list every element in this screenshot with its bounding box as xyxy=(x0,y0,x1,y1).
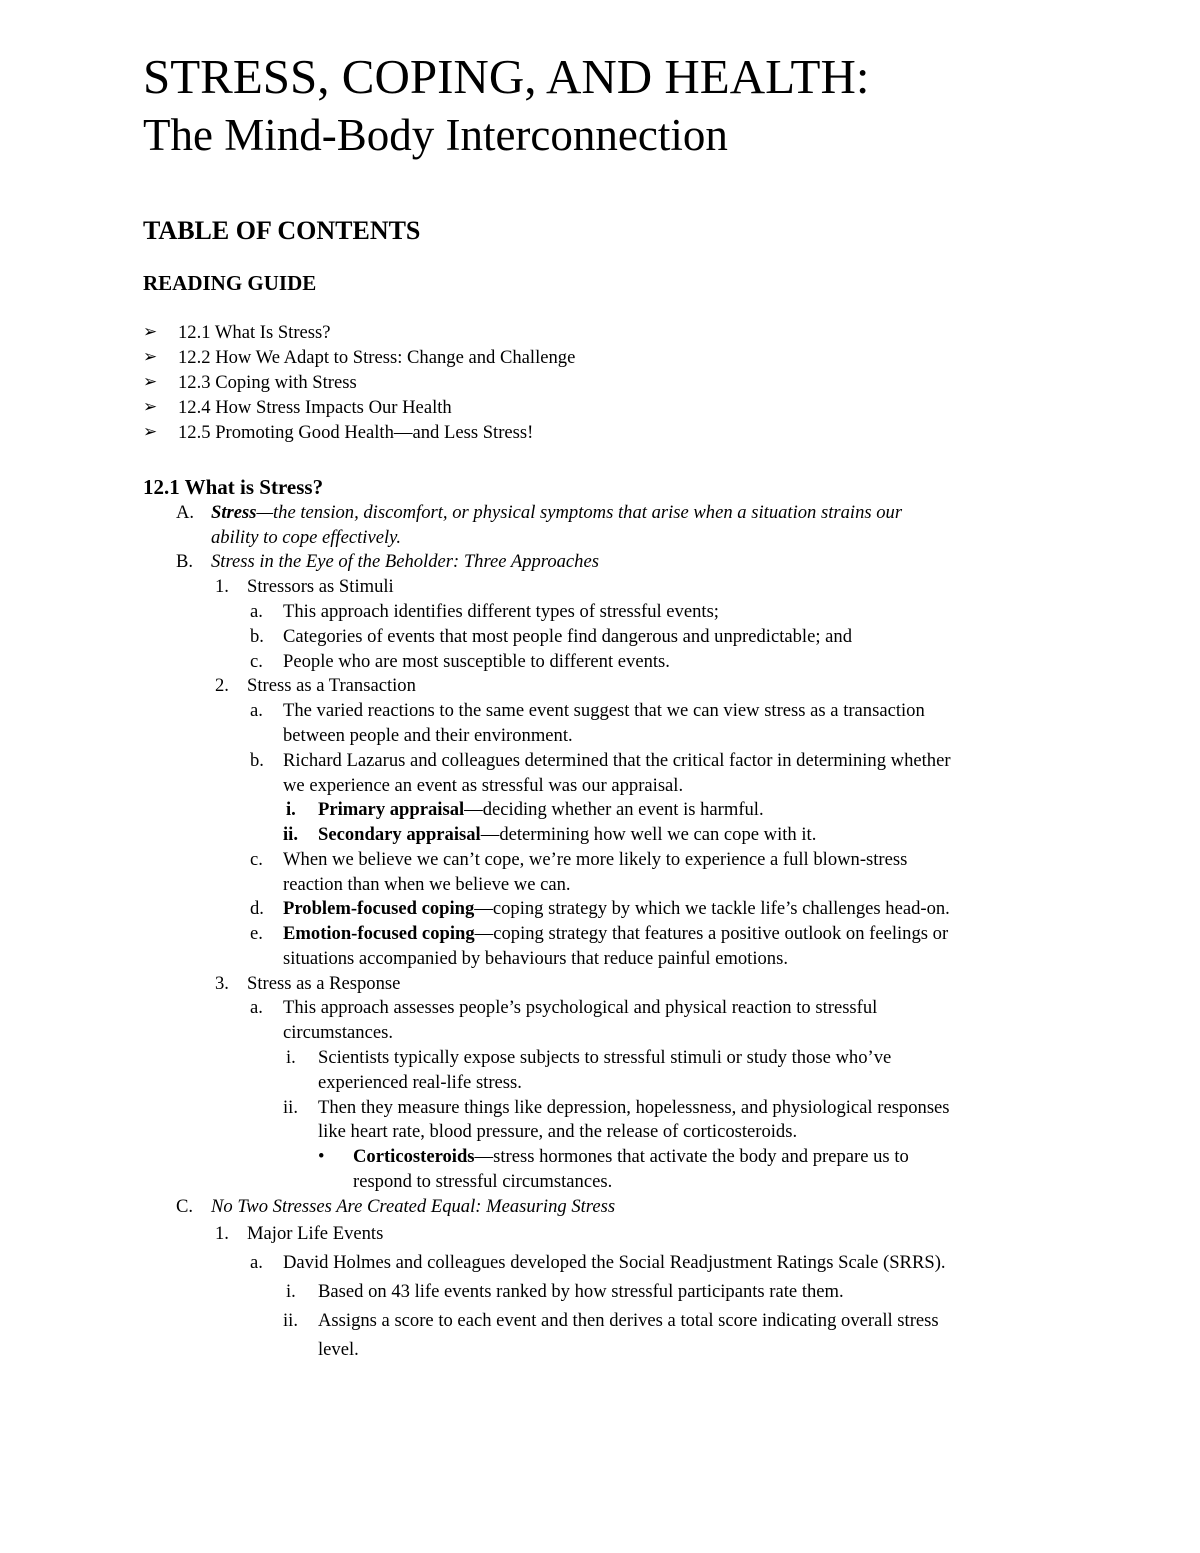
defined-term: Problem-focused coping xyxy=(283,898,475,919)
list-item-cont: between people and their environment. xyxy=(283,725,573,746)
outline-marker: ii. xyxy=(283,1097,298,1118)
toc-heading: TABLE OF CONTENTS xyxy=(143,216,421,245)
list-item-cont: experienced real-life stress. xyxy=(318,1072,522,1093)
list-item: Stress as a Response xyxy=(247,973,401,994)
outline-marker: a. xyxy=(250,601,263,622)
list-item: David Holmes and colleagues developed the Social Readjustment Ratings Scale (SRRS). xyxy=(283,1252,946,1273)
defined-term: Secondary appraisal xyxy=(318,824,481,845)
outline-marker: b. xyxy=(250,750,264,771)
reading-guide-item: 12.2 How We Adapt to Stress: Change and Challenge xyxy=(178,347,576,368)
outline-marker: A. xyxy=(176,502,195,523)
list-item-cont: respond to stressful circumstances. xyxy=(353,1171,613,1192)
arrow-bullet-icon: ➢ xyxy=(143,322,158,342)
list-item: When we believe we can’t cope, we’re more likely to experience a full blown-stress xyxy=(283,849,908,870)
list-item: Categories of events that most people find dangerous and unpredictable; and xyxy=(283,626,853,647)
outline-marker: 2. xyxy=(215,675,229,696)
subsection-heading: No Two Stresses Are Created Equal: Measuring Stress xyxy=(211,1196,616,1217)
defined-term: Primary appraisal xyxy=(318,799,465,820)
list-item-cont: circumstances. xyxy=(283,1022,393,1043)
document-title: STRESS, COPING, AND HEALTH: xyxy=(143,49,870,104)
outline-marker: a. xyxy=(250,700,263,721)
list-item: This approach assesses people’s psychological and physical reaction to stressful xyxy=(283,997,878,1018)
outline-marker: a. xyxy=(250,1252,263,1273)
reading-guide-item: 12.1 What Is Stress? xyxy=(178,322,331,343)
list-item: The varied reactions to the same event suggest that we can view stress as a transaction xyxy=(283,700,925,721)
reading-guide-item: 12.3 Coping with Stress xyxy=(178,372,357,393)
outline-marker: c. xyxy=(250,849,263,870)
list-item: Major Life Events xyxy=(247,1223,384,1244)
list-item: Emotion-focused coping—coping strategy that features a positive outlook on feelings or xyxy=(283,923,949,944)
defined-term: Stress xyxy=(211,502,257,523)
defined-term: Emotion-focused coping xyxy=(283,923,475,944)
outline-marker: i. xyxy=(286,1047,296,1068)
list-item: Stress as a Transaction xyxy=(247,675,416,696)
reading-guide-item: 12.4 How Stress Impacts Our Health xyxy=(178,397,452,418)
section-heading: 12.1 What is Stress? xyxy=(143,475,324,499)
list-item: Scientists typically expose subjects to stressful stimuli or study those who’ve xyxy=(318,1047,892,1068)
subsection-heading: Stress in the Eye of the Beholder: Three Approaches xyxy=(211,551,599,572)
list-item-cont: like heart rate, blood pressure, and the release of corticosteroids. xyxy=(318,1121,798,1142)
outline-marker: b. xyxy=(250,626,264,647)
outline-marker: a. xyxy=(250,997,263,1018)
bullet-icon: • xyxy=(318,1146,325,1167)
outline-marker: C. xyxy=(176,1196,194,1217)
list-item-cont: we experience an event as stressful was our appraisal. xyxy=(283,775,684,796)
outline-marker: e. xyxy=(250,923,263,944)
list-item: People who are most susceptible to different events. xyxy=(283,651,670,672)
outline-marker: i. xyxy=(286,1281,296,1302)
outline-marker: 3. xyxy=(215,973,229,994)
list-item: Primary appraisal—deciding whether an event is harmful. xyxy=(318,799,764,820)
reading-guide-heading: READING GUIDE xyxy=(143,271,317,295)
arrow-bullet-icon: ➢ xyxy=(143,397,158,417)
list-item: Corticosteroids—stress hormones that activate the body and prepare us to xyxy=(353,1146,909,1167)
list-item-cont: reaction than when we believe we can. xyxy=(283,874,571,895)
stress-definition: Stress—the tension, discomfort, or physical symptoms that arise when a situation strains our xyxy=(211,502,903,523)
list-item: Secondary appraisal—determining how well we can cope with it. xyxy=(318,824,817,845)
list-item: Stressors as Stimuli xyxy=(247,576,394,597)
stress-definition-cont: ability to cope effectively. xyxy=(211,527,401,548)
list-item: Assigns a score to each event and then derives a total score indicating overall stress xyxy=(318,1310,939,1331)
outline-marker: ii. xyxy=(283,1310,298,1331)
outline-marker: B. xyxy=(176,551,194,572)
outline-marker: 1. xyxy=(215,576,229,597)
outline-marker: d. xyxy=(250,898,264,919)
list-item: This approach identifies different types of stressful events; xyxy=(283,601,719,622)
list-item-cont: situations accompanied by behaviours that reduce painful emotions. xyxy=(283,948,788,969)
outline-marker: i. xyxy=(286,799,296,820)
defined-term: Corticosteroids xyxy=(353,1146,475,1167)
list-item: Then they measure things like depression, hopelessness, and physiological responses xyxy=(318,1097,950,1118)
list-item-cont: level. xyxy=(318,1339,359,1360)
arrow-bullet-icon: ➢ xyxy=(143,347,158,367)
outline-marker: 1. xyxy=(215,1223,229,1244)
list-item: Problem-focused coping—coping strategy by which we tackle life’s challenges head-on. xyxy=(283,898,950,919)
outline-marker: c. xyxy=(250,651,263,672)
arrow-bullet-icon: ➢ xyxy=(143,372,158,392)
reading-guide-item: 12.5 Promoting Good Health—and Less Stress! xyxy=(178,422,534,443)
arrow-bullet-icon: ➢ xyxy=(143,422,158,442)
outline-marker: ii. xyxy=(283,824,298,845)
document-subtitle: The Mind-Body Interconnection xyxy=(143,110,728,160)
list-item: Based on 43 life events ranked by how stressful participants rate them. xyxy=(318,1281,844,1302)
list-item: Richard Lazarus and colleagues determined that the critical factor in determining whether xyxy=(283,750,951,771)
